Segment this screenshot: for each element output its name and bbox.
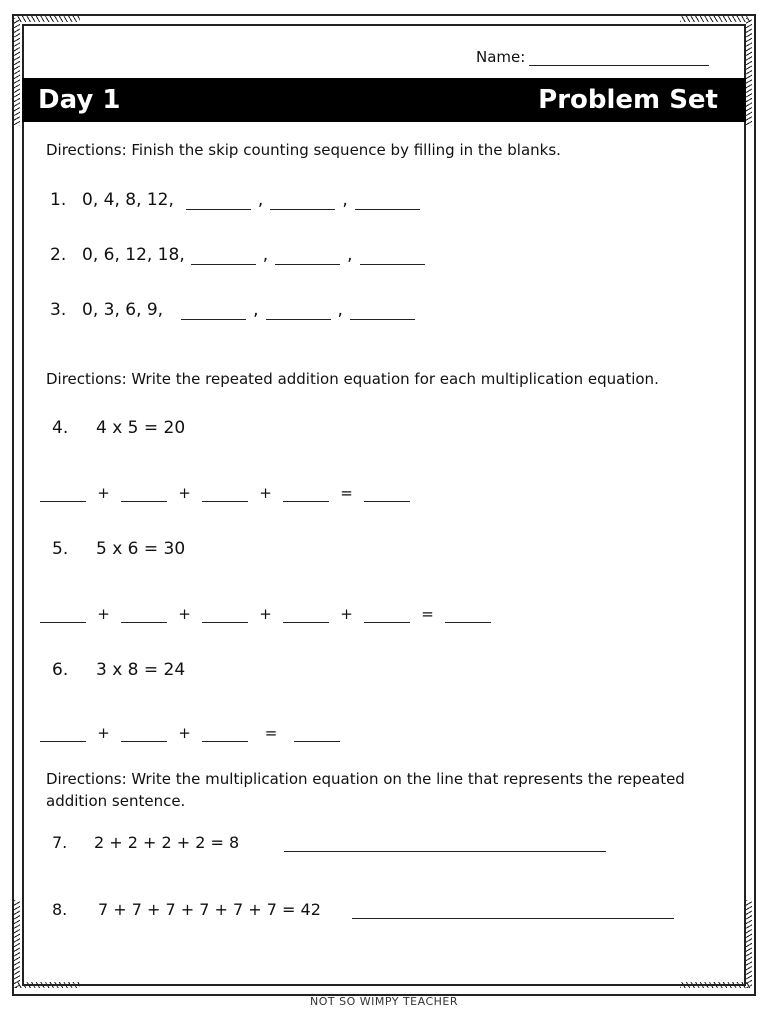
plus-sign: + bbox=[259, 605, 272, 623]
equals-sign: = bbox=[421, 605, 434, 623]
directions-multiplication: Directions: Write the multiplication equation on the line that represents the repeated addition sentence. bbox=[46, 770, 685, 810]
plus-sign: + bbox=[97, 724, 110, 742]
problem-1 bbox=[50, 190, 420, 210]
border-scribble bbox=[746, 900, 752, 988]
title-banner bbox=[22, 78, 746, 122]
answer-blank[interactable] bbox=[275, 250, 340, 265]
answer-blank[interactable] bbox=[191, 250, 256, 265]
addition-sentence: 2 + 2 + 2 + 2 = 8 bbox=[94, 833, 240, 852]
answer-blank[interactable] bbox=[445, 608, 491, 623]
answer-blank[interactable] bbox=[283, 487, 329, 502]
name-line[interactable] bbox=[529, 51, 709, 66]
answer-line[interactable] bbox=[284, 837, 606, 852]
name-field bbox=[476, 48, 709, 66]
problem-set-title: Problem Set bbox=[538, 85, 718, 115]
multiplication-equation: 3 x 8 = 24 bbox=[96, 660, 186, 680]
addition-answer-row-5 bbox=[40, 605, 491, 623]
plus-sign: + bbox=[178, 605, 191, 623]
equals-sign: = bbox=[340, 484, 353, 502]
name-label: Name: bbox=[476, 48, 526, 66]
problem-number: 2. bbox=[50, 245, 67, 265]
problem-number: 4. bbox=[52, 418, 69, 438]
answer-blank[interactable] bbox=[202, 487, 248, 502]
addition-answer-row-4 bbox=[40, 484, 410, 502]
plus-sign: + bbox=[259, 484, 272, 502]
answer-blank[interactable] bbox=[40, 608, 86, 623]
answer-blank[interactable] bbox=[121, 487, 167, 502]
sequence: 0, 4, 8, 12, bbox=[82, 190, 174, 210]
comma: , bbox=[347, 245, 353, 265]
addition-answer-row-6 bbox=[40, 724, 340, 742]
answer-blank[interactable] bbox=[121, 608, 167, 623]
problem-number: 7. bbox=[52, 833, 68, 852]
border-scribble bbox=[16, 16, 80, 22]
multiplication-equation: 5 x 6 = 30 bbox=[96, 539, 186, 559]
comma: , bbox=[257, 190, 264, 210]
comma: , bbox=[337, 300, 343, 320]
plus-sign: + bbox=[97, 605, 110, 623]
answer-blank[interactable] bbox=[186, 195, 251, 210]
answer-blank[interactable] bbox=[364, 487, 410, 502]
border-scribble bbox=[680, 16, 750, 22]
comma: , bbox=[253, 300, 259, 320]
addition-sentence: 7 + 7 + 7 + 7 + 7 + 7 = 42 bbox=[98, 900, 321, 919]
plus-sign: + bbox=[340, 605, 353, 623]
problem-number: 3. bbox=[50, 300, 67, 320]
answer-blank[interactable] bbox=[40, 487, 86, 502]
problem-4 bbox=[52, 418, 185, 438]
answer-blank[interactable] bbox=[283, 608, 329, 623]
plus-sign: + bbox=[178, 484, 191, 502]
problem-2 bbox=[50, 245, 425, 265]
sequence: 0, 3, 6, 9, bbox=[82, 300, 164, 320]
problem-number: 5. bbox=[52, 539, 69, 559]
directions-skip-counting: Directions: Finish the skip counting sequence by filling in the blanks. bbox=[46, 141, 561, 159]
answer-blank[interactable] bbox=[364, 608, 410, 623]
footer-credit: NOT SO WIMPY TEACHER bbox=[309, 995, 458, 1008]
comma: , bbox=[342, 190, 348, 210]
problem-number: 6. bbox=[52, 660, 69, 680]
answer-blank[interactable] bbox=[350, 305, 415, 320]
border-scribble bbox=[16, 982, 80, 988]
answer-blank[interactable] bbox=[270, 195, 335, 210]
plus-sign: + bbox=[97, 484, 110, 502]
answer-blank[interactable] bbox=[202, 727, 248, 742]
border-scribble bbox=[14, 900, 20, 988]
border-scribble bbox=[14, 18, 20, 126]
answer-blank[interactable] bbox=[202, 608, 248, 623]
answer-blank[interactable] bbox=[355, 195, 420, 210]
answer-line[interactable] bbox=[352, 904, 674, 919]
answer-blank[interactable] bbox=[294, 727, 340, 742]
problem-8 bbox=[52, 900, 674, 919]
border-scribble bbox=[746, 18, 752, 126]
day-title: Day 1 bbox=[38, 85, 121, 115]
multiplication-equation: 4 x 5 = 20 bbox=[96, 418, 186, 438]
problem-6 bbox=[52, 660, 185, 680]
plus-sign: + bbox=[178, 724, 191, 742]
answer-blank[interactable] bbox=[360, 250, 425, 265]
problem-number: 1. bbox=[50, 190, 67, 210]
answer-blank[interactable] bbox=[121, 727, 167, 742]
border-scribble bbox=[680, 982, 750, 988]
equals-sign: = bbox=[264, 724, 278, 742]
sequence: 0, 6, 12, 18, bbox=[82, 245, 185, 265]
answer-blank[interactable] bbox=[40, 727, 86, 742]
directions-repeated-addition: Directions: Write the repeated addition equation for each multiplication equation. bbox=[46, 370, 659, 388]
answer-blank[interactable] bbox=[266, 305, 331, 320]
comma: , bbox=[262, 245, 269, 265]
problem-number: 8. bbox=[52, 900, 68, 919]
problem-7 bbox=[52, 833, 606, 852]
problem-3 bbox=[50, 300, 415, 320]
problem-5 bbox=[52, 539, 185, 559]
answer-blank[interactable] bbox=[181, 305, 246, 320]
